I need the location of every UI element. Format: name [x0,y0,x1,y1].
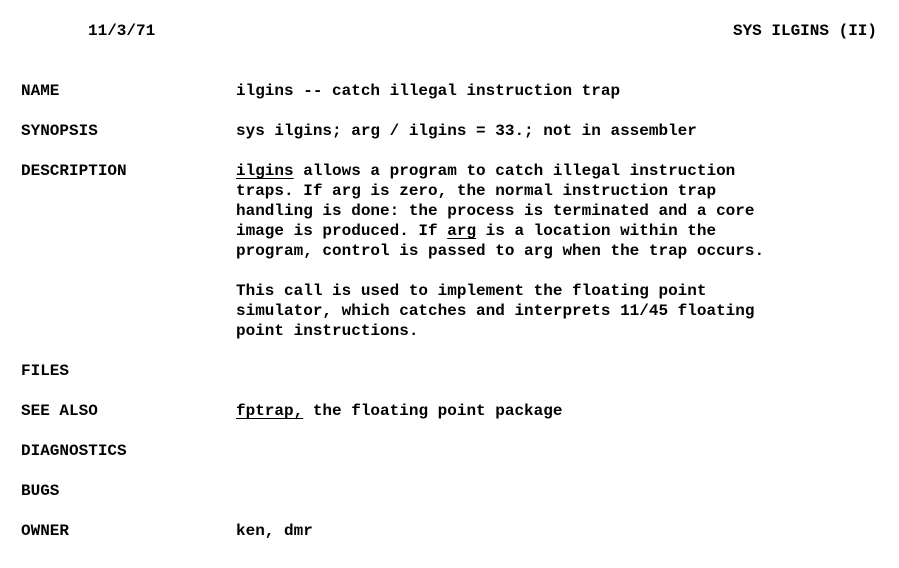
see-also-text [236,401,562,421]
section-label-bugs: BUGS [21,482,60,500]
section-label-synopsis: SYNOPSIS [21,122,98,140]
owner-text: ken, dmr [236,522,313,540]
description-line [236,221,716,241]
description-text: image is produced. If [236,222,448,240]
description-text: is a location within the [476,222,717,240]
description-line: This call is used to implement the floating point [236,282,707,300]
see-also-reference: fptrap, [236,402,304,420]
command-name-ilgins: ilgins [236,162,294,180]
description-line [236,161,735,181]
description-text: allows a program to catch illegal instruction [293,162,736,180]
synopsis-text: sys ilgins; arg / ilgins = 33.; not in assembler [236,122,697,140]
see-also-description: the floating point package [303,402,563,420]
header-date: 11/3/71 [88,22,156,40]
header-title: SYS ILGINS (II) [732,22,877,40]
arg-term: arg [447,222,477,240]
description-line: program, control is passed to arg when the trap occurs. [236,242,765,260]
section-label-see-also: SEE ALSO [21,402,98,420]
section-label-name: NAME [21,82,60,100]
name-text: ilgins -- catch illegal instruction trap [236,82,621,100]
section-label-diagnostics: DIAGNOSTICS [21,442,127,460]
description-line: traps. If arg is zero, the normal instruction trap [236,182,717,200]
description-line: handling is done: the process is terminated and a core [236,202,755,220]
section-label-files: FILES [21,362,70,380]
section-label-owner: OWNER [21,522,70,540]
description-line: point instructions. [236,322,419,340]
description-line: simulator, which catches and interprets 11/45 floating [236,302,755,320]
section-label-description: DESCRIPTION [21,162,127,180]
